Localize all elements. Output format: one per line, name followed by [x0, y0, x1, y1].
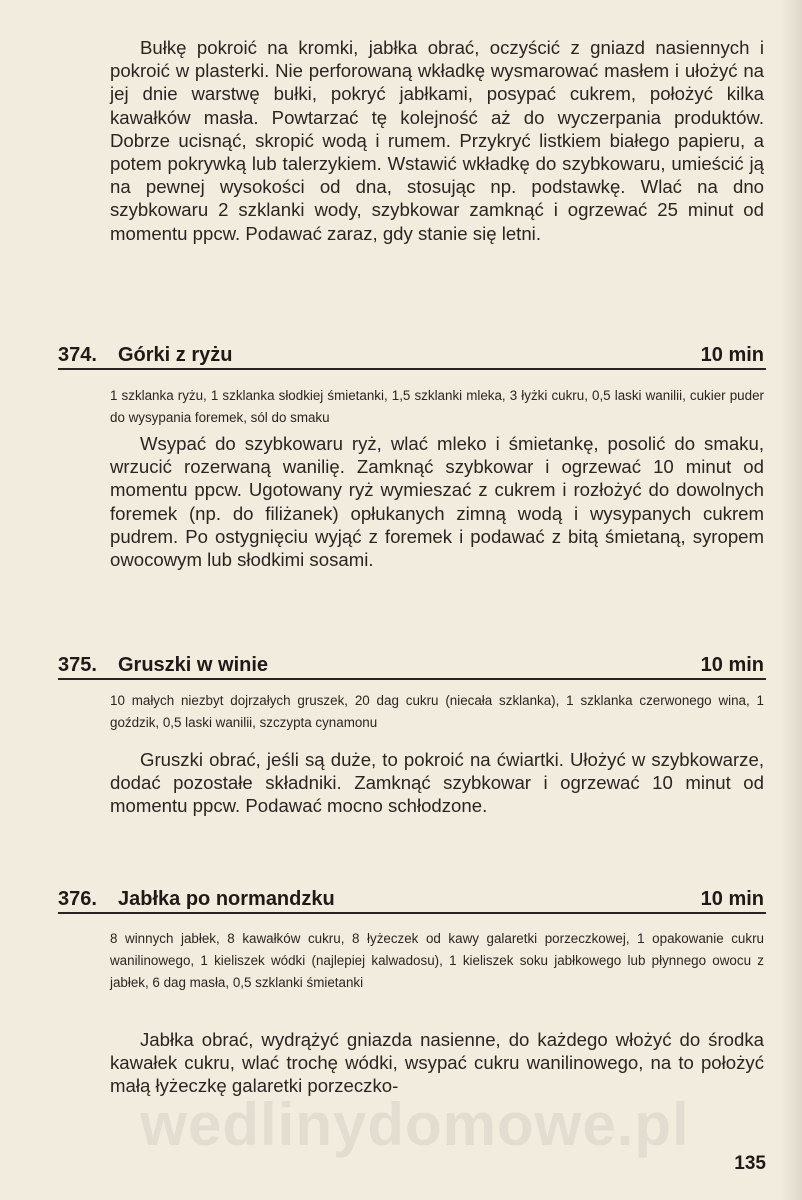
watermark: wedlinydomowe.pl [140, 1091, 690, 1158]
recipe-number: 376. [58, 888, 97, 910]
recipe-375-header [58, 652, 766, 680]
intro-paragraph: Bułkę pokroić na kromki, jabłka obrać, oczyścić z gniazd nasiennych i pokroić w plasterki. Nie perforowaną wkładkę wysmarować masłem i ułożyć na jej dnie warstwę bułki, pokryć jabłkami, posypać cukrem, położyć kilka kawałków masła. Powtarzać tę kolejność aż do wyczerpania produktów. Dobrze ucisnąć, skropić wodą i rumem. Przykryć listkiem białego papieru, a potem pokrywką lub talerzykiem. Wstawić wkładkę do szybkowaru, umieścić ją na pewnej wysokości od dna, stosując np. podstawkę. Wlać na dno szybkowaru 2 szklanki wody, szybkowar zamknąć i ogrzewać 25 minut od momentu ppcw. Podawać zaraz, gdy stanie się letni. [110, 37, 764, 244]
recipe-375-ingredients: 10 małych niezbyt dojrzałych gruszek, 20 dag cukru (niecała szklanka), 1 szklanka czerwonego wina, 1 goździk, 0,5 laski wanilii, szczypta cynamonu [110, 693, 764, 730]
recipe-374-method: Wsypać do szybkowaru ryż, wlać mleko i śmietankę, posolić do smaku, wrzucić rozerwaną wanilię. Zamknąć szybkowar i ogrzewać 10 minut od momentu ppcw. Ugotowany ryż wymieszać z cukrem i rozłożyć do dowolnych foremek (np. do filiżanek) opłukanych zimną wodą i wysypanych cukrem pudrem. Po ostygnięciu wyjąć z foremek i podawać z bitą śmietaną, syropem owocowym lub słodkimi sosami. [110, 433, 764, 571]
recipe-number: 374. [58, 344, 97, 366]
recipe-376-header [58, 886, 766, 914]
recipe-376-method: Jabłka obrać, wydrążyć gniazda nasienne, do każdego włożyć do środka kawałek cukru, wlać trochę wódki, wsypać cukru wanilinowego, na to położyć małą łyżeczkę galaretki porzeczko- [110, 1029, 764, 1097]
recipe-title: Jabłka po normandzku [118, 888, 335, 910]
recipe-title: Górki z ryżu [118, 344, 233, 366]
recipe-number: 375. [58, 654, 97, 676]
recipe-time: 10 min [700, 888, 764, 910]
recipe-375-method: Gruszki obrać, jeśli są duże, to pokroić na ćwiartki. Ułożyć w szybkowarze, dodać pozostałe składniki. Zamknąć szybkowar i ogrzewać 10 minut od momentu ppcw. Podawać mocno schłodzone. [110, 749, 764, 817]
recipe-title: Gruszki w winie [118, 654, 269, 676]
page-edge-shadow [780, 0, 802, 1200]
page-number: 135 [734, 1153, 766, 1174]
recipe-time: 10 min [700, 654, 764, 676]
recipe-376-ingredients: 8 winnych jabłek, 8 kawałków cukru, 8 łyżeczek od kawy galaretki porzeczkowej, 1 opakowanie cukru wanilinowego, 1 kieliszek wódki (najlepiej kalwadosu), 1 kieliszek soku jabłkowego lub płynnego owocu z jabłek, 6 dag masła, 0,5 szklanki śmietanki [110, 931, 764, 990]
recipe-374-ingredients: 1 szklanka ryżu, 1 szklanka słodkiej śmietanki, 1,5 szklanki mleka, 3 łyżki cukru, 0,5 laski wanilii, cukier puder do wysypania foremek, sól do smaku [110, 388, 764, 425]
recipe-time: 10 min [700, 344, 764, 366]
recipe-374-header [58, 342, 766, 370]
